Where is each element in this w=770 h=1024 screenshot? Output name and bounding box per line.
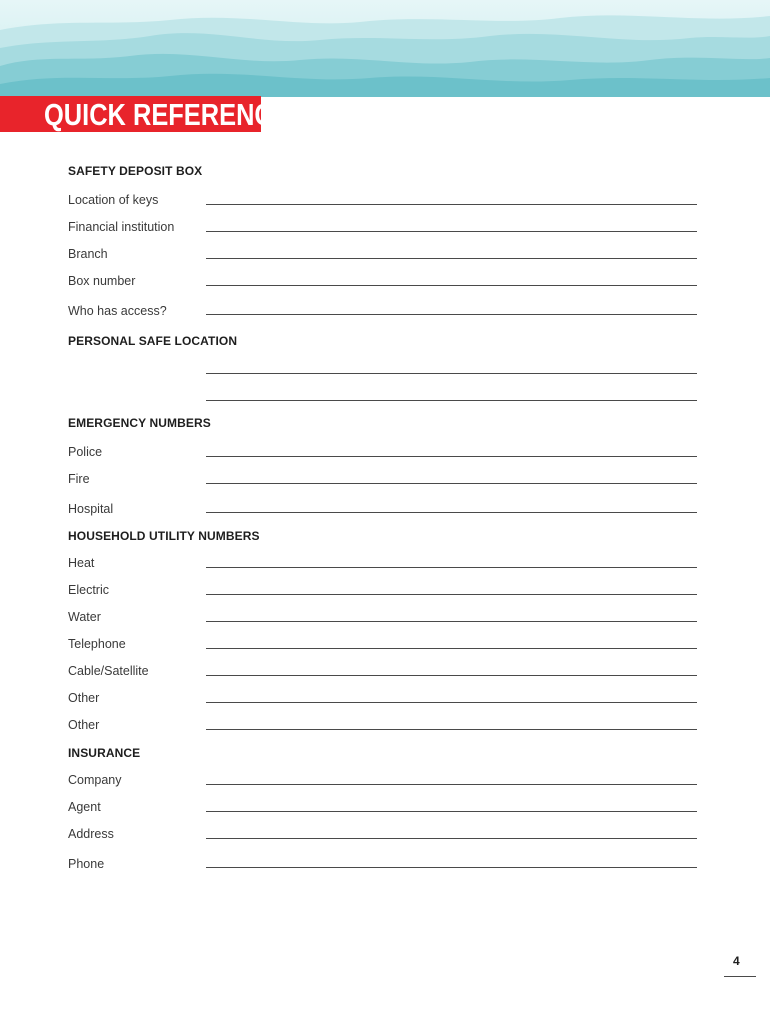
field-label-hospital: Hospital (68, 502, 114, 516)
field-label-who-has-access: Who has access? (68, 304, 167, 318)
field-line-telephone[interactable] (206, 648, 697, 649)
field-line-safe-location-1[interactable] (206, 373, 697, 374)
field-label-electric: Electric (68, 583, 109, 597)
field-line-phone[interactable] (206, 867, 697, 868)
field-label-other-2: Other (68, 718, 100, 732)
field-label-financial-institution: Financial institution (68, 220, 175, 234)
field-label-water: Water (68, 610, 101, 624)
section-heading-safety-deposit-box: SAFETY DEPOSIT BOX (68, 164, 203, 178)
field-line-water[interactable] (206, 621, 697, 622)
field-line-location-of-keys[interactable] (206, 204, 697, 205)
field-line-police[interactable] (206, 456, 697, 457)
field-line-fire[interactable] (206, 483, 697, 484)
section-heading-emergency-numbers: EMERGENCY NUMBERS (68, 416, 211, 430)
field-label-heat: Heat (68, 556, 95, 570)
field-line-heat[interactable] (206, 567, 697, 568)
field-label-box-number: Box number (68, 274, 136, 288)
field-label-location-of-keys: Location of keys (68, 193, 159, 207)
field-label-fire: Fire (68, 472, 90, 486)
field-label-police: Police (68, 445, 103, 459)
field-line-other-2[interactable] (206, 729, 697, 730)
section-heading-personal-safe-location: PERSONAL SAFE LOCATION (68, 334, 238, 348)
section-heading-household-utility-numbers: HOUSEHOLD UTILITY NUMBERS (68, 529, 260, 543)
section-heading-insurance: INSURANCE (68, 746, 141, 760)
field-label-address: Address (68, 827, 114, 841)
field-line-electric[interactable] (206, 594, 697, 595)
field-line-who-has-access[interactable] (206, 314, 697, 315)
field-label-telephone: Telephone (68, 637, 126, 651)
field-line-branch[interactable] (206, 258, 697, 259)
field-line-address[interactable] (206, 838, 697, 839)
page-number: 4 (733, 954, 740, 968)
field-line-safe-location-2[interactable] (206, 400, 697, 401)
field-line-other-1[interactable] (206, 702, 697, 703)
field-label-branch: Branch (68, 247, 108, 261)
field-label-company: Company (68, 773, 122, 787)
field-line-hospital[interactable] (206, 512, 697, 513)
page-title: QUICK REFERENCE (44, 97, 290, 132)
mountain-banner-image (0, 0, 770, 97)
field-label-phone: Phone (68, 857, 105, 871)
field-line-agent[interactable] (206, 811, 697, 812)
field-line-company[interactable] (206, 784, 697, 785)
field-line-financial-institution[interactable] (206, 231, 697, 232)
field-label-agent: Agent (68, 800, 101, 814)
field-line-box-number[interactable] (206, 285, 697, 286)
page-number-rule (724, 976, 756, 977)
field-line-cable-satellite[interactable] (206, 675, 697, 676)
field-label-other-1: Other (68, 691, 100, 705)
field-label-cable-satellite: Cable/Satellite (68, 664, 149, 678)
